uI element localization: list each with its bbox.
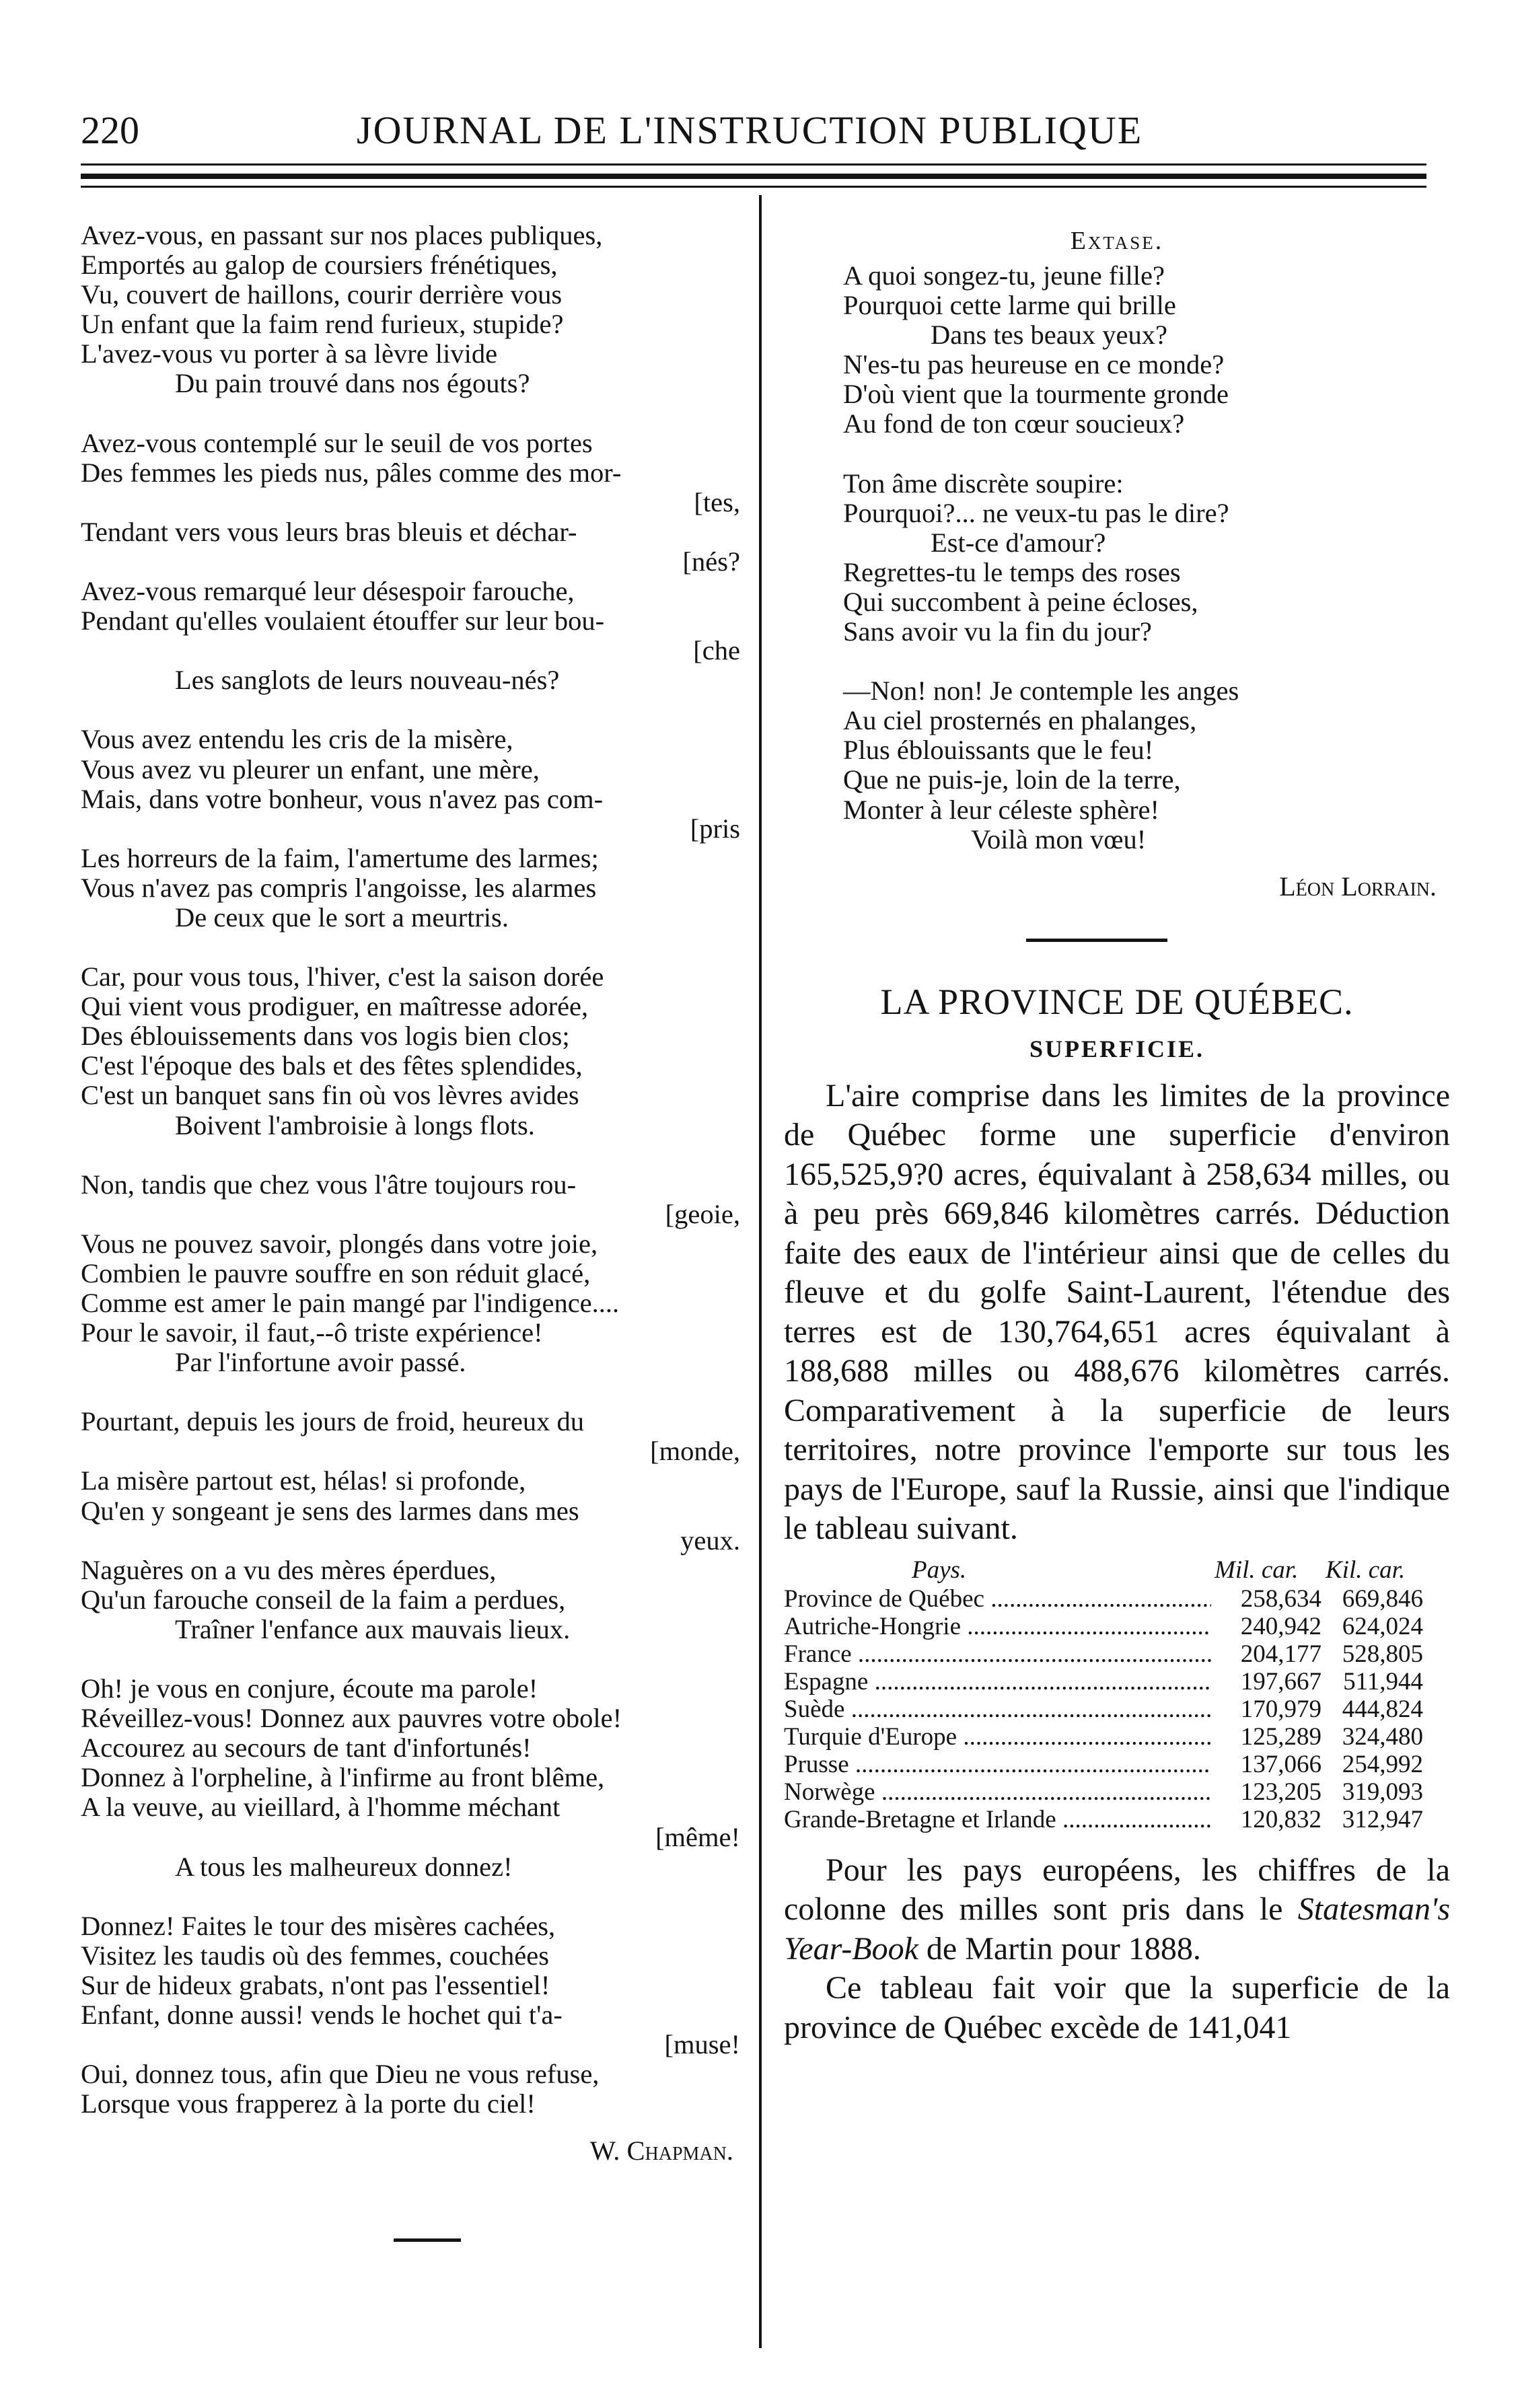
table-row xyxy=(784,1640,1450,1668)
poem-line: Avez-vous, en passant sur nos places publiques, xyxy=(81,220,603,250)
poem-line: Combien le pauvre souffre en son réduit glacé, xyxy=(81,1257,591,1288)
end-rule xyxy=(394,2238,461,2242)
poem-line: Sur de hideux grabats, n'ont pas l'essentiel! xyxy=(81,1969,550,2000)
poem-line: A la veuve, au vieillard, à l'homme méchant xyxy=(81,1792,560,1823)
poem-line: Pourquoi cette larme qui brille xyxy=(843,290,1176,321)
poem-line: Donnez à l'orpheline, à l'infirme au front blême, xyxy=(81,1762,605,1793)
poem-line: yeux. xyxy=(680,1525,740,1556)
poem-line: Les horreurs de la faim, l'amertume des larmes; xyxy=(81,842,599,873)
poem-line: A quoi songez-tu, jeune fille? xyxy=(843,260,1165,291)
km-cell: 528,805 xyxy=(1342,1640,1423,1668)
poem-line: Pendant qu'elles voulaient étouffer sur leur bou- xyxy=(81,606,605,636)
poem-line: La misère partout est, hélas! si profonde, xyxy=(81,1465,526,1496)
article-title: LA PROVINCE DE QUÉBEC. xyxy=(880,981,1354,1022)
poem-line: Visitez les taudis où des femmes, couchées xyxy=(81,1940,549,1971)
poem-line: A tous les malheureux donnez! xyxy=(175,1851,513,1882)
section-rule xyxy=(1026,939,1167,942)
poem-line: C'est un banquet sans fin où vos lèvres avides xyxy=(81,1080,579,1111)
header-rule-lower xyxy=(81,186,1426,188)
poem-line: De ceux que le sort a meurtris. xyxy=(175,902,509,933)
article-paragraph xyxy=(784,1851,1450,1969)
article-subtitle: SUPERFICIE. xyxy=(1029,1035,1205,1062)
paragraph-text: Pour les pays européens, les chiffres de la colonne des milles sont pris dans le xyxy=(784,1852,1450,1928)
poem-line: Est-ce d'amour? xyxy=(931,527,1106,558)
poem-line: Vous n'avez pas compris l'angoisse, les alarmes xyxy=(81,872,597,903)
poem-line: Par l'infortune avoir passé. xyxy=(175,1347,466,1378)
table-row xyxy=(784,1585,1450,1613)
left-column-poem xyxy=(81,221,747,2242)
poem-line: Non, tandis que chez vous l'âtre toujours rou- xyxy=(81,1169,577,1200)
poem-line: L'avez-vous vu porter à sa lèvre livide xyxy=(81,338,498,369)
poem-line: Accourez au secours de tant d'infortunés! xyxy=(81,1732,532,1763)
poem-line: Vous avez entendu les cris de la misère, xyxy=(81,724,513,755)
book-title: Statesman's Year-Book xyxy=(784,1891,1450,1967)
column-divider xyxy=(759,195,762,2348)
running-title: JOURNAL DE L'INSTRUCTION PUBLIQUE xyxy=(357,108,1143,152)
poem-line: Pourquoi?... ne veux-tu pas le dire? xyxy=(843,497,1229,528)
poem-line: Ton âme discrète soupire: xyxy=(843,468,1124,499)
country-cell: Espagne ..... xyxy=(784,1668,1238,1695)
country-cell: Norwège ..... xyxy=(784,1778,1238,1806)
poem-line: Que ne puis-je, loin de la terre, xyxy=(843,764,1181,795)
header-rule-thick xyxy=(81,174,1426,179)
miles-cell: 258,634 xyxy=(1211,1585,1322,1613)
poem-signature: Léon Lorrain. xyxy=(1279,871,1437,902)
table-row xyxy=(784,1668,1450,1695)
table-row xyxy=(784,1778,1450,1806)
header-km: Kil. car. xyxy=(1326,1556,1406,1584)
table-row xyxy=(784,1751,1450,1778)
table-row xyxy=(784,1806,1450,1833)
poem-line: Qu'un farouche conseil de la faim a perdues, xyxy=(81,1584,566,1615)
table-row xyxy=(784,1695,1450,1723)
poem-line: Donnez! Faites le tour des misères cachées, xyxy=(81,1910,556,1941)
miles-cell: 240,942 xyxy=(1211,1613,1322,1640)
km-cell: 319,093 xyxy=(1342,1778,1423,1806)
poem-line: [tes, xyxy=(694,486,740,517)
poem-line: Vous avez vu pleurer un enfant, une mère, xyxy=(81,754,540,785)
km-cell: 312,947 xyxy=(1342,1805,1423,1833)
country-cell: Suède ..... xyxy=(784,1695,1238,1723)
poem-line: Oh! je vous en conjure, écoute ma parole! xyxy=(81,1673,538,1704)
poem-line: Réveillez-vous! Donnez aux pauvres votre obole! xyxy=(81,1703,622,1734)
area-table xyxy=(784,1556,1450,1833)
miles-cell: 137,066 xyxy=(1211,1751,1322,1778)
country-cell: Province de Québec ..... xyxy=(784,1585,1238,1613)
poem-title: Extase. xyxy=(1070,227,1164,255)
poem-line: Lorsque vous frapperez à la porte du ciel! xyxy=(81,2088,536,2119)
poem-line: Un enfant que la faim rend furieux, stupide? xyxy=(81,309,564,340)
country-cell: Grande-Bretagne et Irlande ..... xyxy=(784,1806,1238,1833)
km-cell: 624,024 xyxy=(1342,1612,1423,1640)
poem-line: Car, pour vous tous, l'hiver, c'est la saison dorée xyxy=(81,961,604,992)
poem-line: Vous ne pouvez savoir, plongés dans votre joie, xyxy=(81,1228,598,1259)
miles-cell: 125,289 xyxy=(1211,1723,1322,1751)
km-cell: 669,846 xyxy=(1342,1584,1423,1613)
poem-line: Voilà mon vœu! xyxy=(971,824,1147,854)
miles-cell: 197,667 xyxy=(1211,1668,1322,1695)
km-cell: 254,992 xyxy=(1342,1750,1423,1778)
header-miles: Mil. car. xyxy=(1215,1556,1299,1584)
country-cell: France ..... xyxy=(784,1640,1238,1668)
right-poem xyxy=(784,261,1450,854)
table-row xyxy=(784,1613,1450,1640)
poem-line: Avez-vous contemplé sur le seuil de vos portes xyxy=(81,427,593,458)
poem-line: [muse! xyxy=(664,2029,740,2060)
poem-line: Qui succombent à peine écloses, xyxy=(843,586,1198,617)
poem-line: [nés? xyxy=(682,546,740,577)
page-number: 220 xyxy=(81,108,139,152)
poem-line: Oui, donnez tous, afin que Dieu ne vous refuse, xyxy=(81,2059,600,2090)
km-cell: 324,480 xyxy=(1342,1722,1423,1751)
poem-line: Avez-vous remarqué leur désespoir farouche, xyxy=(81,576,575,607)
table-header xyxy=(784,1556,1450,1585)
miles-cell: 170,979 xyxy=(1211,1695,1322,1723)
article-paragraph: L'aire comprise dans les limites de la province de Québec forme une superficie d'environ 165,525,9?0 acres, équivalant à 258,634 milles, ou à peu près 669,846 kilomètres carrés. Déduction faite des eaux de l'intérieur ainsi que de celles du fleuve et du golfe Saint-Laurent, l'étendue des terres est de 130,764,651 acres équivalant à 188,688 milles ou 488,676 kilomètres carrés. Comparativement à la superficie de leurs territoires, notre province l'emporte sur tous les pays de l'Europe, sauf la Russie, ainsi que l'indique le tableau suivant. xyxy=(784,1077,1450,1547)
poem-line: Comme est amer le pain mangé par l'indigence.... xyxy=(81,1288,620,1318)
km-cell: 444,824 xyxy=(1342,1695,1423,1723)
poem-line: [monde, xyxy=(650,1436,740,1467)
poem-line: Des éblouissements dans vos logis bien clos; xyxy=(81,1021,570,1052)
poem-line: Pour le savoir, il faut,--ô triste expérience! xyxy=(81,1317,543,1348)
poem-line: Mais, dans votre bonheur, vous n'avez pas com- xyxy=(81,783,604,814)
poem-line: Sans avoir vu la fin du jour? xyxy=(843,616,1152,647)
poem-line: Au ciel prosternés en phalanges, xyxy=(843,705,1197,736)
table-row xyxy=(784,1723,1450,1751)
poem-line: Monter à leur céleste sphère! xyxy=(843,794,1160,825)
poem-line: Du pain trouvé dans nos égouts? xyxy=(175,368,530,399)
poem-line: Traîner l'enfance aux mauvais lieux. xyxy=(175,1613,571,1644)
poem-line: Naguères on a vu des mères éperdues, xyxy=(81,1554,497,1585)
paragraph-text: de Martin pour 1888. xyxy=(918,1930,1201,1967)
poem-line: Pourtant, depuis les jours de froid, heureux du xyxy=(81,1406,584,1437)
poem-line: Regrettes-tu le temps des roses xyxy=(843,556,1181,587)
poem-line: Plus éblouissants que le feu! xyxy=(843,735,1154,766)
poem-line: Dans tes beaux yeux? xyxy=(931,320,1168,351)
right-column xyxy=(784,221,1450,2047)
poem-line: —Non! non! Je contemple les anges xyxy=(843,676,1239,706)
poem-line: N'es-tu pas heureuse en ce monde? xyxy=(843,349,1225,380)
poem-line: [che xyxy=(693,635,740,666)
country-cell: Turquie d'Europe ..... xyxy=(784,1723,1238,1751)
poem-line: Qu'en y songeant je sens des larmes dans mes xyxy=(81,1495,579,1526)
km-cell: 511,944 xyxy=(1343,1667,1423,1695)
poem-line: Vu, couvert de haillons, courir derrière vous xyxy=(81,279,563,310)
miles-cell: 120,832 xyxy=(1211,1806,1322,1833)
poem-line: [même! xyxy=(655,1821,740,1852)
poem-line: Les sanglots de leurs nouveau-nés? xyxy=(175,665,560,696)
header-country: Pays. xyxy=(912,1556,967,1584)
article-paragraph: Ce tableau fait voir que la superficie de la province de Québec excède de 141,041 xyxy=(784,1970,1450,2045)
poem-line: [geoie, xyxy=(665,1198,740,1229)
poem-line: Des femmes les pieds nus, pâles comme des mor- xyxy=(81,457,622,488)
poem-line: C'est l'époque des bals et des fêtes splendides, xyxy=(81,1050,583,1081)
header-rule-thin xyxy=(81,163,1426,166)
poem-line: Tendant vers vous leurs bras bleuis et déchar- xyxy=(81,516,577,547)
poem-line: D'où vient que la tourmente gronde xyxy=(843,379,1229,410)
country-cell: Prusse ..... xyxy=(784,1751,1238,1778)
poem-line: Emportés au galop de coursiers frénétiques, xyxy=(81,250,558,281)
poem-signature: W. Chapman. xyxy=(589,2136,733,2166)
poem-line: Boivent l'ambroisie à longs flots. xyxy=(175,1109,535,1140)
poem-line: Enfant, donne aussi! vends le hochet qui t'a- xyxy=(81,1999,563,2030)
miles-cell: 204,177 xyxy=(1211,1640,1322,1668)
poem-line: Au fond de ton cœur soucieux? xyxy=(843,408,1185,439)
country-cell: Autriche-Hongrie ..... xyxy=(784,1613,1238,1640)
miles-cell: 123,205 xyxy=(1211,1778,1322,1806)
poem-line: [pris xyxy=(690,813,740,844)
poem-line: Qui vient vous prodiguer, en maîtresse adorée, xyxy=(81,991,589,1022)
